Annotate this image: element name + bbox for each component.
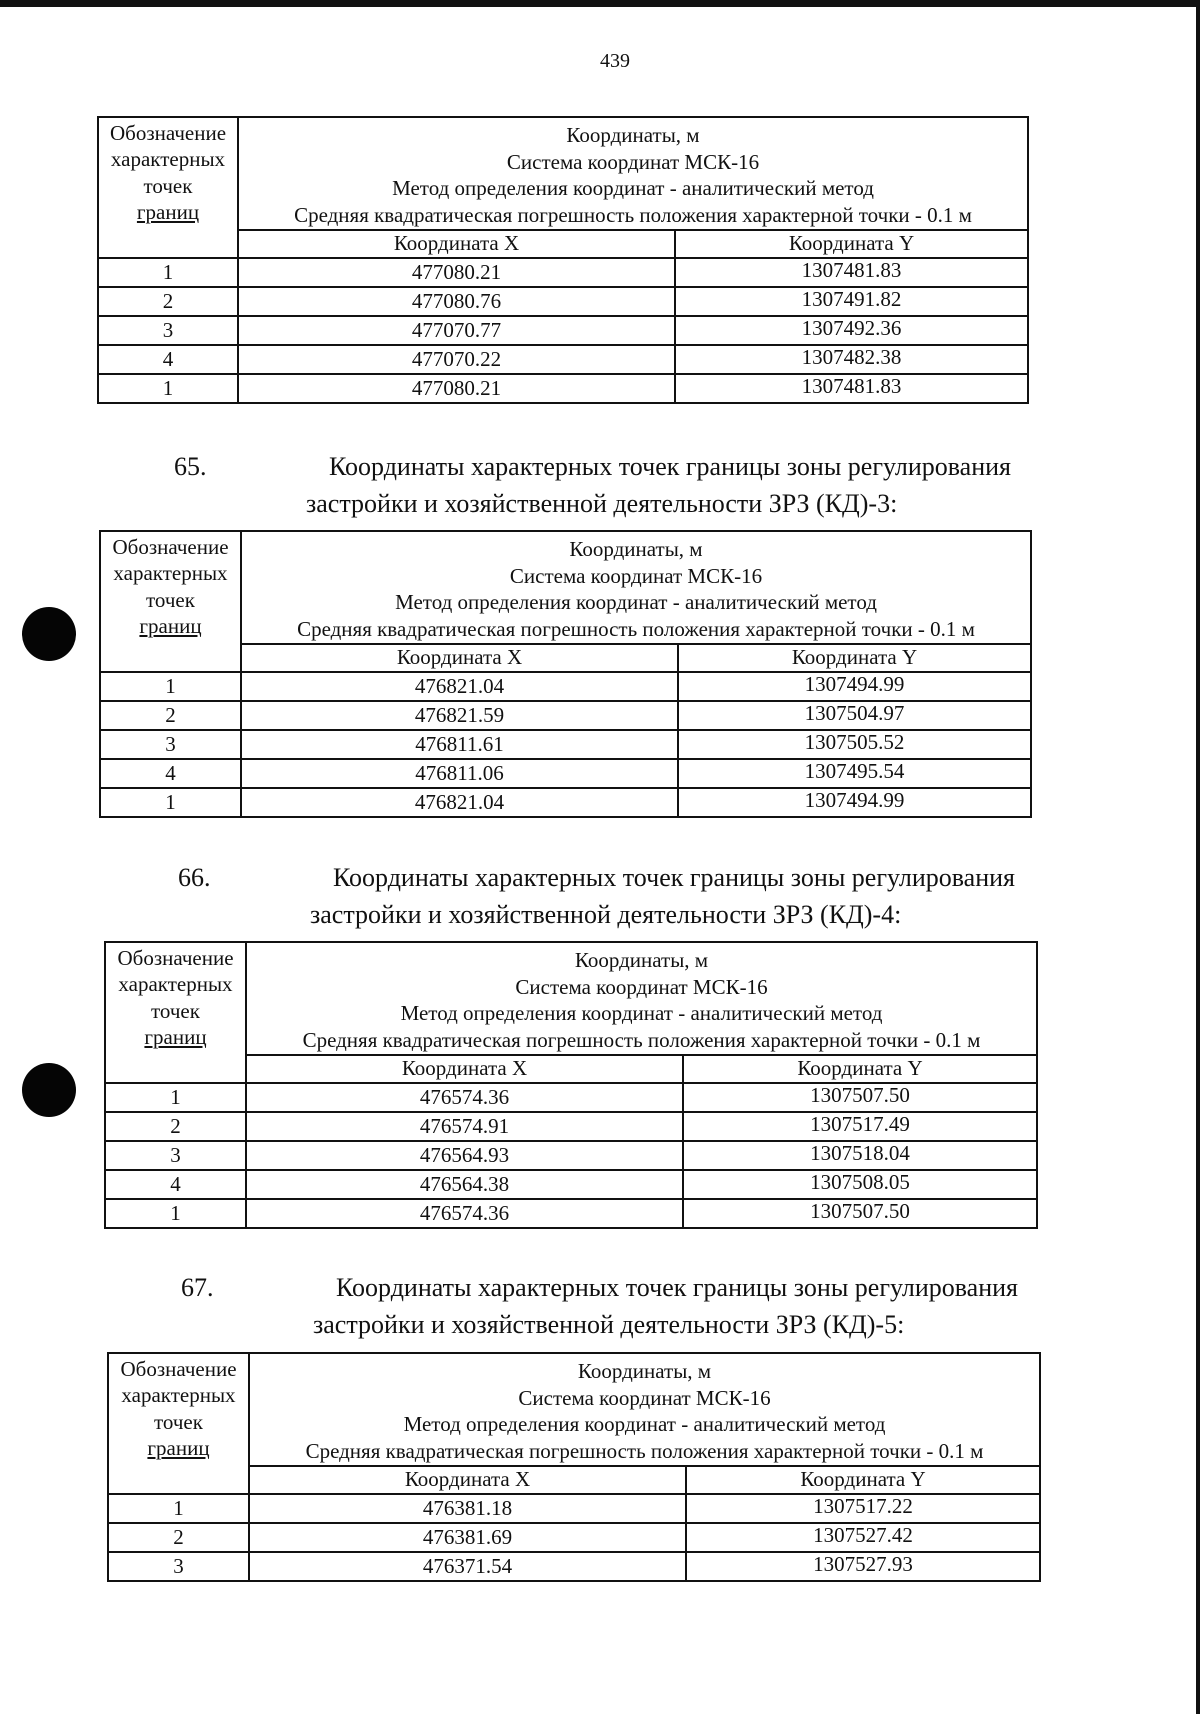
coordinate-y-cell: 1307494.99 — [678, 672, 1031, 701]
label-line: границ — [144, 1024, 207, 1049]
label-line: точек — [143, 173, 193, 198]
coordinate-x-cell: 477080.76 — [238, 287, 675, 316]
point-number-cell: 4 — [105, 1170, 246, 1199]
table-row — [108, 1523, 1040, 1552]
coordinate-y-cell: 1307481.83 — [675, 374, 1028, 403]
coordinate-y-cell: 1307495.54 — [678, 759, 1031, 788]
coordinate-x-cell: 476574.36 — [246, 1199, 683, 1228]
coordinate-x-cell: 476821.59 — [241, 701, 678, 730]
point-number-cell: 2 — [98, 287, 238, 316]
coordinate-x-cell: 476564.38 — [246, 1170, 683, 1199]
punch-hole — [22, 607, 76, 661]
point-number-cell: 1 — [108, 1494, 249, 1523]
table-header-row — [98, 117, 1028, 230]
table-row — [98, 374, 1028, 403]
coordinate-x-cell: 476564.93 — [246, 1141, 683, 1170]
method-line: Координаты, м — [574, 948, 709, 972]
coordinate-y-cell: 1307527.93 — [686, 1552, 1040, 1581]
points-label-cell — [100, 531, 241, 672]
coordinate-y-cell: 1307508.05 — [683, 1170, 1037, 1199]
page-number: 439 — [600, 50, 630, 72]
method-line: Метод определения координат - аналитический метод — [400, 1001, 883, 1026]
coordinate-x-cell: 477080.21 — [238, 374, 675, 403]
coordinates-table — [104, 941, 1038, 1229]
label-line: Обозначение — [117, 946, 234, 970]
points-label-cell — [108, 1353, 249, 1494]
method-line: Система координат МСК-16 — [515, 974, 768, 999]
section-title-line: застройки и хозяйственной деятельности ЗРЗ (КД)-3: — [306, 489, 898, 518]
coordinate-y-cell: 1307504.97 — [678, 701, 1031, 730]
coordinate-y-cell: 1307518.04 — [683, 1141, 1037, 1170]
coordinate-system-cell — [249, 1353, 1040, 1466]
points-label-cell — [98, 117, 238, 258]
coordinate-x-cell: 477070.77 — [238, 316, 675, 345]
column-header-y: Координата Y — [686, 1466, 1040, 1494]
point-number-cell: 1 — [98, 258, 238, 287]
table-row — [105, 1112, 1037, 1141]
coordinate-y-cell: 1307505.52 — [678, 730, 1031, 759]
table-row — [105, 1141, 1037, 1170]
table-row — [105, 1199, 1037, 1228]
method-line: Средняя квадратическая погрешность положения характерной точки - 0.1 м — [294, 202, 972, 227]
coordinate-x-cell: 476821.04 — [241, 788, 678, 817]
label-line: точек — [154, 1409, 203, 1434]
point-number-cell: 2 — [108, 1523, 249, 1552]
coordinate-y-cell: 1307481.83 — [675, 258, 1028, 287]
table-row — [98, 258, 1028, 287]
method-line: Координаты, м — [566, 123, 700, 147]
column-header-x: Координата X — [241, 644, 678, 672]
coordinates-table — [97, 116, 1029, 404]
point-number-cell: 1 — [98, 374, 238, 403]
coordinate-x-cell: 476381.18 — [249, 1494, 686, 1523]
coordinate-x-cell: 477070.22 — [238, 345, 675, 374]
point-number-cell: 1 — [100, 672, 241, 701]
coordinate-x-cell: 476574.36 — [246, 1083, 683, 1112]
section-title-line: Координаты характерных точек границы зоны регулирования — [336, 1273, 1018, 1302]
coordinates-table — [107, 1352, 1041, 1582]
coordinates-table — [99, 530, 1032, 818]
coordinate-y-cell: 1307482.38 — [675, 345, 1028, 374]
section-number: 66. — [178, 863, 211, 892]
coordinate-x-cell: 476574.91 — [246, 1112, 683, 1141]
label-line: границ — [136, 199, 200, 224]
scan-right-edge — [1196, 0, 1200, 1714]
label-line: характерных — [110, 147, 226, 172]
section-number: 67. — [181, 1273, 214, 1302]
section-number: 65. — [174, 452, 207, 481]
point-number-cell: 1 — [105, 1199, 246, 1228]
coordinate-y-cell: 1307491.82 — [675, 287, 1028, 316]
point-number-cell: 3 — [98, 316, 238, 345]
label-line: Обозначение — [120, 1357, 237, 1381]
table-header-row — [108, 1353, 1040, 1466]
points-label-cell — [105, 942, 246, 1083]
method-line: Средняя квадратическая погрешность положения характерной точки - 0.1 м — [302, 1027, 981, 1052]
label-line: Обозначение — [112, 535, 229, 559]
method-line: Система координат МСК-16 — [509, 563, 763, 588]
method-line: Средняя квадратическая погрешность положения характерной точки - 0.1 м — [297, 616, 975, 641]
label-line: границ — [147, 1435, 210, 1460]
section-title-line: застройки и хозяйственной деятельности ЗРЗ (КД)-4: — [310, 900, 902, 929]
table-row — [108, 1552, 1040, 1581]
table-header-row — [100, 531, 1031, 644]
coordinate-x-cell: 476811.61 — [241, 730, 678, 759]
table-row — [100, 730, 1031, 759]
column-header-x: Координата X — [249, 1466, 686, 1494]
label-line: точек — [151, 998, 200, 1023]
punch-hole — [22, 1063, 76, 1117]
coordinate-system-cell — [241, 531, 1031, 644]
coordinate-y-cell: 1307517.22 — [686, 1494, 1040, 1523]
coordinate-x-cell: 477080.21 — [238, 258, 675, 287]
table-row — [105, 1083, 1037, 1112]
point-number-cell: 1 — [105, 1083, 246, 1112]
method-line: Средняя квадратическая погрешность положения характерной точки - 0.1 м — [305, 1438, 984, 1463]
coordinate-y-cell: 1307507.50 — [683, 1199, 1037, 1228]
section-title-line: застройки и хозяйственной деятельности ЗРЗ (КД)-5: — [313, 1310, 905, 1339]
column-header-row — [98, 230, 1028, 258]
label-line: характерных — [121, 1383, 236, 1408]
table-row — [100, 672, 1031, 701]
label-line: Обозначение — [109, 121, 227, 145]
table-header-row — [105, 942, 1037, 1055]
point-number-cell: 3 — [100, 730, 241, 759]
scan-top-edge — [0, 0, 1200, 7]
table-row — [108, 1494, 1040, 1523]
table-row — [98, 345, 1028, 374]
point-number-cell: 3 — [105, 1141, 246, 1170]
coordinate-x-cell: 476821.04 — [241, 672, 678, 701]
method-line: Метод определения координат - аналитический метод — [403, 1412, 886, 1437]
column-header-y: Координата Y — [675, 230, 1028, 258]
table-row — [98, 316, 1028, 345]
method-line: Система координат МСК-16 — [518, 1385, 771, 1410]
label-line: характерных — [118, 972, 233, 997]
section-title-line: Координаты характерных точек границы зоны регулирования — [329, 452, 1011, 481]
point-number-cell: 4 — [98, 345, 238, 374]
coordinate-x-cell: 476811.06 — [241, 759, 678, 788]
method-line: Метод определения координат - аналитический метод — [392, 176, 874, 201]
section-title-line: Координаты характерных точек границы зоны регулирования — [333, 863, 1015, 892]
coordinate-y-cell: 1307494.99 — [678, 788, 1031, 817]
coordinate-system-cell — [246, 942, 1037, 1055]
coordinate-x-cell: 476371.54 — [249, 1552, 686, 1581]
coordinate-x-cell: 476381.69 — [249, 1523, 686, 1552]
table-row — [100, 701, 1031, 730]
point-number-cell: 2 — [105, 1112, 246, 1141]
column-header-x: Координата X — [238, 230, 675, 258]
point-number-cell: 1 — [100, 788, 241, 817]
method-line: Система координат МСК-16 — [506, 149, 760, 174]
column-header-x: Координата X — [246, 1055, 683, 1083]
label-line: точек — [146, 587, 195, 612]
coordinate-y-cell: 1307517.49 — [683, 1112, 1037, 1141]
table-row — [100, 788, 1031, 817]
method-line: Метод определения координат - аналитический метод — [395, 590, 877, 615]
label-line: границ — [139, 613, 202, 638]
column-header-y: Координата Y — [678, 644, 1031, 672]
coordinate-y-cell: 1307527.42 — [686, 1523, 1040, 1552]
table-row — [98, 287, 1028, 316]
coordinate-y-cell: 1307507.50 — [683, 1083, 1037, 1112]
method-line: Координаты, м — [577, 1359, 712, 1383]
coordinate-y-cell: 1307492.36 — [675, 316, 1028, 345]
method-line: Координаты, м — [569, 537, 703, 561]
point-number-cell: 2 — [100, 701, 241, 730]
label-line: характерных — [113, 561, 228, 586]
point-number-cell: 3 — [108, 1552, 249, 1581]
table-row — [105, 1170, 1037, 1199]
table-row — [100, 759, 1031, 788]
coordinate-system-cell — [238, 117, 1028, 230]
point-number-cell: 4 — [100, 759, 241, 788]
column-header-y: Координата Y — [683, 1055, 1037, 1083]
